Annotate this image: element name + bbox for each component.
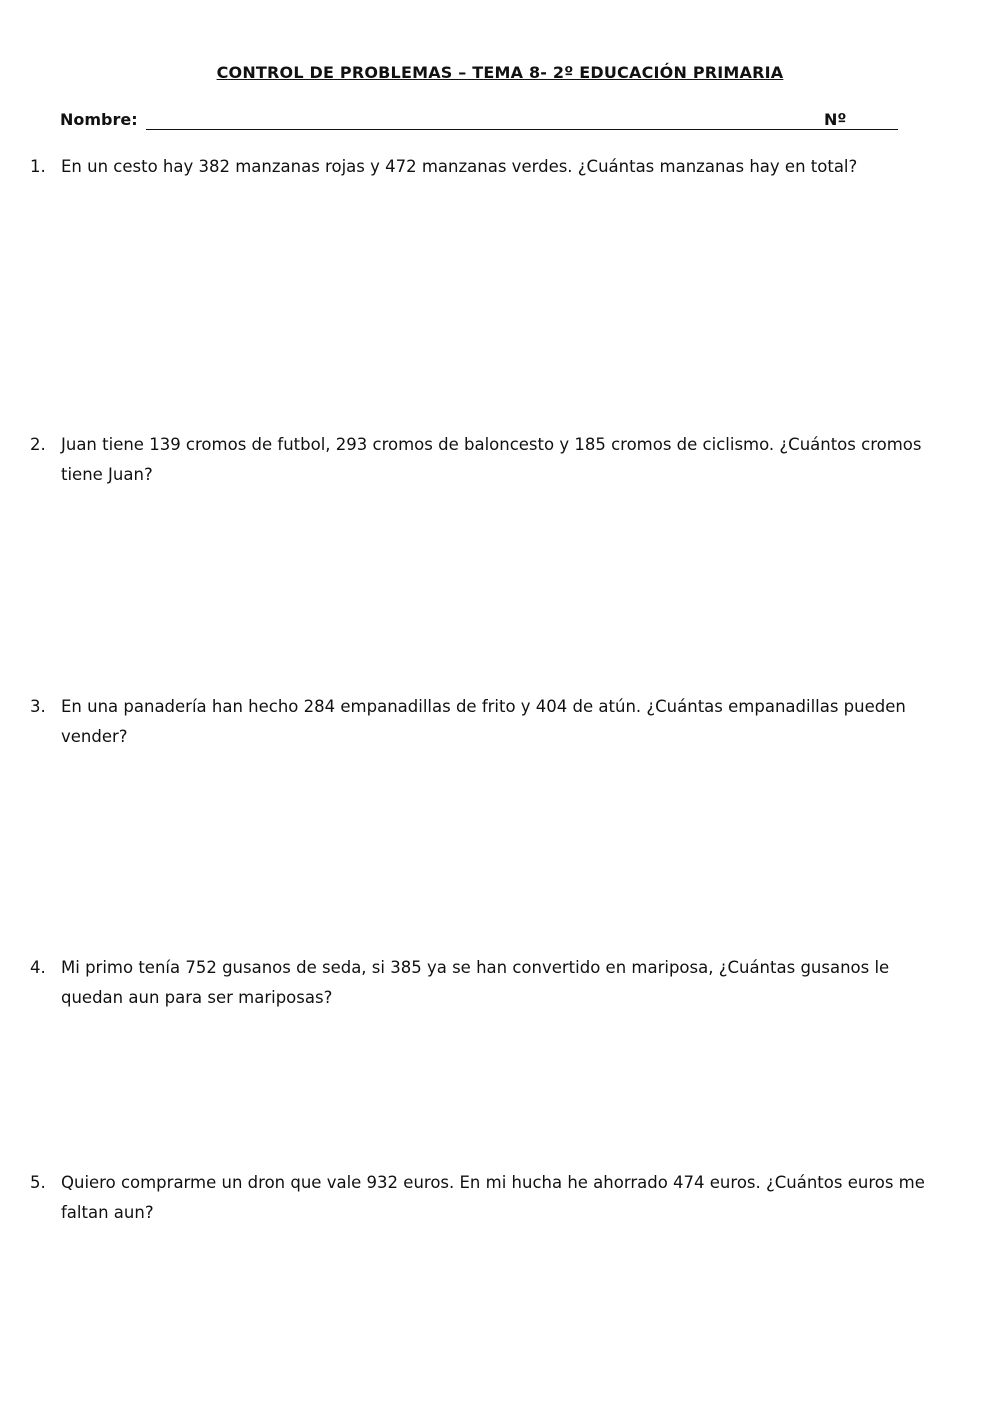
question-number: 5.: [30, 1173, 46, 1192]
question-2: [30, 430, 950, 490]
question-number: 3.: [30, 697, 46, 716]
question-text: En una panadería han hecho 284 empanadillas de frito y 404 de atún. ¿Cuántas empanadillas pueden vender?: [61, 697, 906, 746]
question-4: [30, 953, 950, 1013]
question-5: [30, 1168, 950, 1228]
question-text: Mi primo tenía 752 gusanos de seda, si 385 ya se han convertido en mariposa, ¿Cuántas gusanos le quedan aun para ser mariposas?: [61, 958, 890, 1007]
question-3: [30, 692, 950, 752]
name-label: Nombre:: [60, 110, 138, 129]
question-number: 2.: [30, 435, 46, 454]
number-blank-line[interactable]: [858, 129, 898, 130]
question-text: Juan tiene 139 cromos de futbol, 293 cromos de baloncesto y 185 cromos de ciclismo. ¿Cuántos cromos tiene Juan?: [61, 435, 922, 484]
question-text: Quiero comprarme un dron que vale 932 euros. En mi hucha he ahorrado 474 euros. ¿Cuántos euros me faltan aun?: [61, 1173, 925, 1222]
number-label: Nº: [824, 110, 847, 129]
question-text: En un cesto hay 382 manzanas rojas y 472 manzanas verdes. ¿Cuántas manzanas hay en total?: [61, 157, 858, 176]
name-row: [60, 110, 900, 134]
question-number: 1.: [30, 157, 46, 176]
question-number: 4.: [30, 958, 46, 977]
name-blank-line[interactable]: [146, 129, 875, 130]
worksheet-title: CONTROL DE PROBLEMAS – TEMA 8- 2º EDUCACIÓN PRIMARIA: [216, 63, 784, 82]
question-1: [30, 152, 950, 182]
